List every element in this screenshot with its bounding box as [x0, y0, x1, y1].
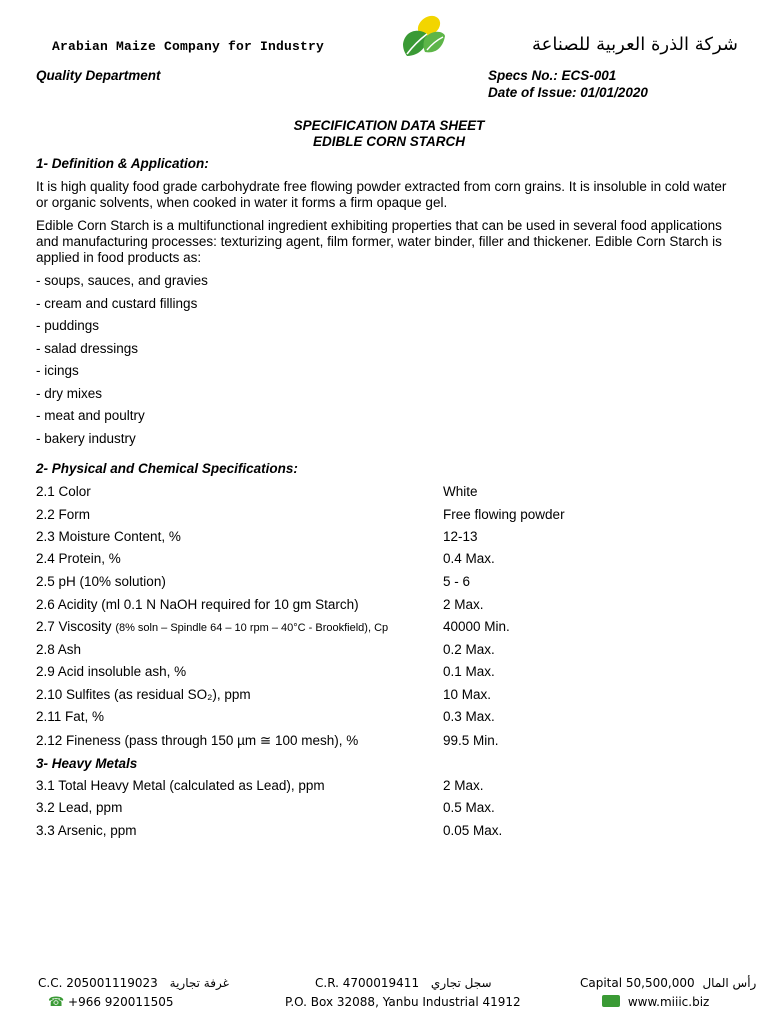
footer-commercial-register	[315, 976, 492, 990]
spec-label: 2.2 Form	[36, 507, 91, 522]
company-name-english: Arabian Maize Company for Industry	[52, 39, 325, 54]
company-logo	[399, 12, 447, 62]
phone-icon: ☎	[48, 995, 65, 1010]
application-paragraph: Edible Corn Starch is a multifunctional ingredient exhibiting properties that can be used in several food applications and manufacturing processes: texturizing agent, film former, water binder, filler and thickener. Edible Corn Starch is applied in food products as:	[36, 218, 722, 265]
spec-label: 2.12 Fineness (pass through 150 µm ≅ 100 mesh), %	[36, 733, 359, 748]
spec-value: 0.3 Max.	[443, 709, 495, 724]
spec-label: 3.1 Total Heavy Metal (calculated as Lead), ppm	[36, 778, 325, 793]
spec-label: 2.1 Color	[36, 484, 91, 499]
company-name-arabic: شركة الذرة العربية للصناعة	[531, 34, 738, 55]
footer-phone	[48, 995, 174, 1010]
capital-arabic: رأس المال	[702, 976, 757, 990]
department-label: Quality Department	[36, 68, 161, 83]
footer-website	[602, 995, 709, 1009]
spec-value: 0.1 Max.	[443, 664, 495, 679]
spec-label: 3.3 Arsenic, ppm	[36, 823, 137, 838]
list-item: - cream and custard fillings	[36, 296, 198, 311]
spec-label: 2.3 Moisture Content, %	[36, 529, 181, 544]
phone-number: +966 920011505	[68, 995, 174, 1009]
spec-value: 0.5 Max.	[443, 800, 495, 815]
list-item: - icings	[36, 363, 79, 378]
spec-label: 2.8 Ash	[36, 642, 82, 657]
list-item: - salad dressings	[36, 341, 139, 356]
section-2-heading: 2- Physical and Chemical Specifications:	[36, 461, 298, 476]
spec-label: 2.7 Viscosity	[36, 619, 112, 634]
list-item: - dry mixes	[36, 386, 103, 401]
list-item: - soups, sauces, and gravies	[36, 273, 208, 288]
footer-po-box: P.O. Box 32088, Yanbu Industrial 41912	[285, 995, 521, 1009]
document-subtitle: EDIBLE CORN STARCH	[312, 134, 465, 149]
spec-value: 99.5 Min.	[443, 733, 499, 748]
definition-paragraph: It is high quality food grade carbohydrate free flowing powder extracted from corn grains. It is insoluble in cold water or organic solvents, when cooked in water it forms a firm opaque gel.	[36, 179, 727, 210]
cr-number: C.R. 4700019411	[315, 976, 420, 990]
spec-value: 10 Max.	[443, 687, 492, 702]
spec-label: 2.5 pH (10% solution)	[36, 574, 166, 589]
spec-label: 2.10 Sulfites (as residual SO₂), ppm	[36, 687, 251, 702]
section-3-heading: 3- Heavy Metals	[36, 756, 138, 771]
spec-value: 0.4 Max.	[443, 551, 495, 566]
website-icon	[602, 995, 620, 1007]
footer-capital	[580, 976, 756, 990]
spec-label: 2.6 Acidity (ml 0.1 N NaOH required for 10 gm Starch)	[36, 597, 359, 612]
spec-value: 5 - 6	[443, 574, 471, 589]
specs-number: Specs No.: ECS-001	[488, 68, 617, 83]
list-item: - puddings	[36, 318, 100, 333]
spec-label: 3.2 Lead, ppm	[36, 800, 123, 815]
list-item: - meat and poultry	[36, 408, 145, 423]
spec-label-viscosity	[36, 619, 388, 634]
cc-arabic: غرفة تجارية	[169, 976, 229, 990]
section-1-heading: 1- Definition & Application:	[36, 156, 209, 171]
spec-value: 12-13	[443, 529, 478, 544]
cc-number: C.C. 205001119023	[38, 976, 158, 990]
footer-chamber-of-commerce	[38, 976, 229, 990]
spec-label: 2.11 Fat, %	[36, 709, 105, 724]
spec-value: 0.05 Max.	[443, 823, 503, 838]
spec-label: 2.4 Protein, %	[36, 551, 121, 566]
capital-amount: Capital 50,500,000	[580, 976, 695, 990]
spec-note: (8% soln – Spindle 64 – 10 rpm – 40°C - Brookfield), Cp	[115, 622, 389, 634]
date-of-issue: Date of Issue: 01/01/2020	[488, 85, 648, 100]
document-title: SPECIFICATION DATA SHEET	[293, 118, 485, 133]
spec-value: White	[443, 484, 478, 499]
spec-label: 2.9 Acid insoluble ash, %	[36, 664, 187, 679]
spec-value: 2 Max.	[443, 778, 484, 793]
spec-value: 40000 Min.	[443, 619, 510, 634]
website-url[interactable]: www.miiic.biz	[627, 995, 710, 1009]
list-item: - bakery industry	[36, 431, 136, 446]
spec-value: 2 Max.	[443, 597, 484, 612]
spec-value: 0.2 Max.	[443, 642, 495, 657]
cr-arabic: سجل تجاري	[430, 976, 492, 990]
spec-value: Free flowing powder	[443, 507, 565, 522]
